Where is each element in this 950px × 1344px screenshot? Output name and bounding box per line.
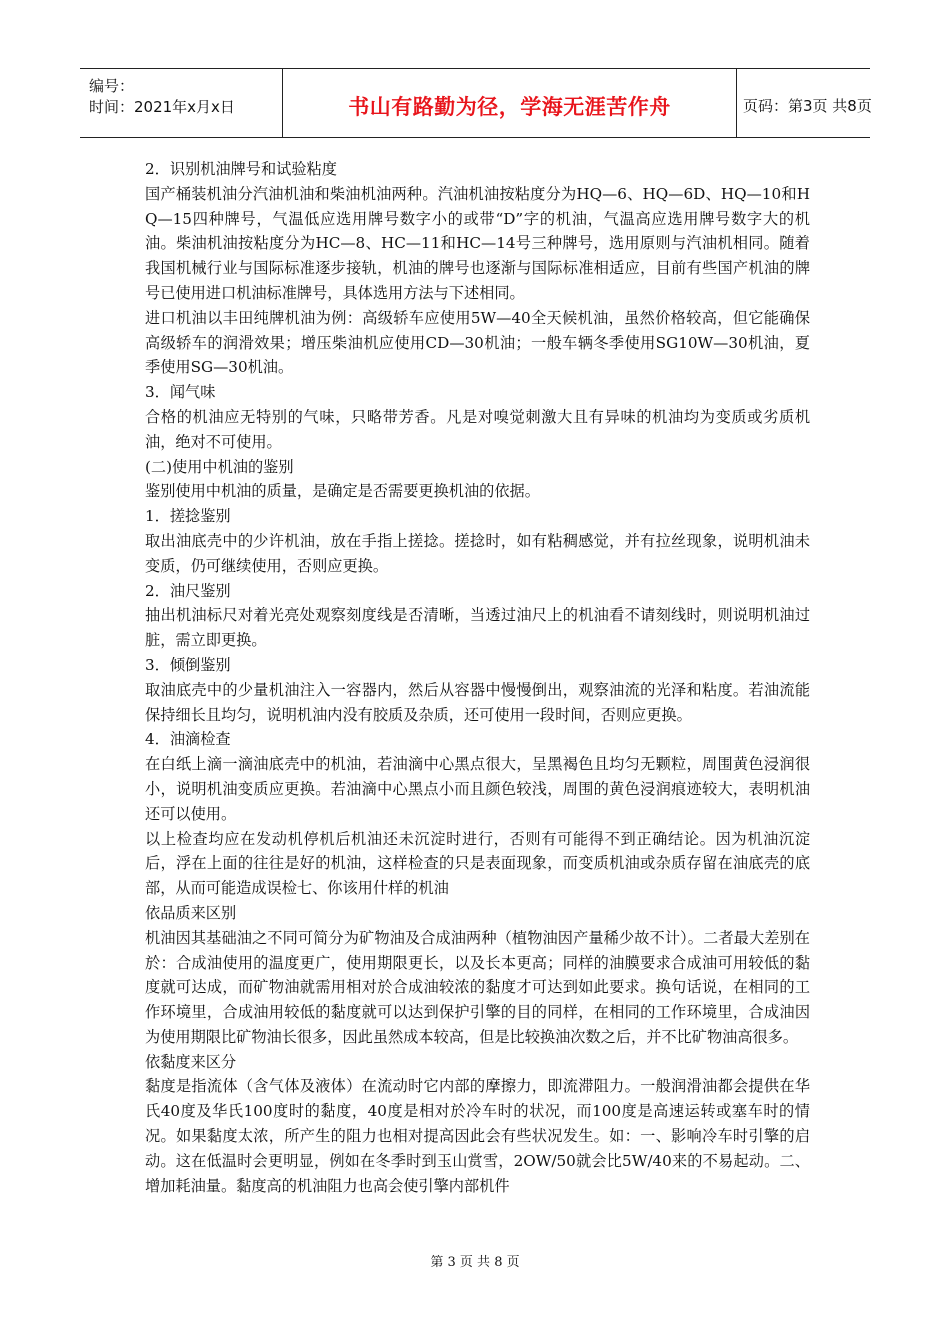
header-right-cell [737, 69, 870, 137]
body-paragraph: 鉴别使用中机油的质量，是确定是否需要更换机油的依据。 [145, 482, 540, 501]
document-body [145, 157, 810, 1198]
page-code-label: 页码：第3页 共8页 [743, 97, 872, 115]
header-left-cell [80, 69, 283, 137]
section-heading: 3．闻气味 [145, 383, 216, 402]
body-paragraph: 取油底壳中的少量机油注入一容器内，然后从容器中慢慢倒出，观察油流的光泽和粘度。若油流能保持细长且均匀，说明机油内没有胶质及杂质，还可使用一段时间，否则应更换。 [145, 680, 810, 724]
section-heading: 3．倾倒鉴别 [145, 655, 231, 674]
section-heading: 2．识别机油牌号和试验粘度 [145, 160, 337, 178]
header-motto: 书山有路勤为径，学海无涯苦作舟 [348, 95, 671, 119]
page-header [80, 68, 870, 138]
body-paragraph: 取出油底壳中的少许机油，放在手指上搓捻。搓捻时，如有粘稠感觉，并有拉丝现象，说明机油未变质，仍可继续使用，否则应更换。 [145, 531, 810, 575]
body-paragraph: 以上检查均应在发动机停机后机油还未沉淀时进行，否则有可能得不到正确结论。因为机油沉淀后，浮在上面的往往是好的机油，这样检查的只是表面现象，而变质机油或杂质存留在油底壳的底部，从而可能造成误检七、你该用什样的机油 [145, 829, 810, 898]
section-heading: 1．搓捻鉴别 [145, 507, 231, 526]
body-paragraph: 合格的机油应无特别的气味，只略带芳香。凡是对嗅觉刺激大且有异味的机油均为变质或劣质机油，绝对不可使用。 [145, 407, 810, 451]
body-paragraph: 机油因其基础油之不同可简分为矿物油及合成油两种（植物油因产量稀少故不计）。二者最大差别在於：合成油使用的温度更广，使用期限更长，以及长本更高；同样的油膜要求合成油可用较低的黏度就可达成，而矿物油就需用相对於合成油较浓的黏度才可达到如此要求。换句话说，在相同的工作环境里，合成油用较低的黏度就可以达到保护引擎的目的同样，在相同的工作环境里，合成油因为使用期限比矿物油长很多，因此虽然成本较高，但是比较换油次数之后，并不比矿物油高很多。 [145, 928, 810, 1046]
document-number-label: 编号： [89, 77, 135, 95]
body-paragraph: 在白纸上滴一滴油底壳中的机油，若油滴中心黑点很大，呈黑褐色且均匀无颗粒，周围黄色浸润很小，说明机油变质应更换。若油滴中心黑点小而且颜色较浅，周围的黄色浸润痕迹较大，表明机油还可以使用。 [145, 755, 810, 823]
document-date-label: 时间：2021年x月x日 [89, 98, 235, 116]
section-heading: 4．油滴检查 [145, 730, 231, 749]
body-paragraph: 抽出机油标尺对着光亮处观察刻度线是否清晰，当透过油尺上的机油看不请刻线时，则说明机油过脏，需立即更换。 [145, 606, 810, 650]
section-heading: 依品质来区别 [145, 903, 237, 922]
body-paragraph: 黏度是指流体（含气体及液体）在流动时它内部的摩擦力，即流滞阻力。一般润滑油都会提供在华氏40度及华氏100度时的黏度，40度是相对於冷车时的状况，而100度是高速运转或塞车时的情况。如果黏度太浓，所产生的阻力也相对提高因此会有些状况发生。如：一、影响冷车时引擎的启动。这在低温时会更明显，例如在冬季时到玉山赏雪，2OW/50就会比5W/40来的不易起动。二、增加耗油量。黏度高的机油阻力也高会使引擎内部机件 [145, 1077, 810, 1195]
body-paragraph: 国产桶装机油分汽油机油和柴油机油两种。汽油机油按粘度分为HQ—6、HQ—6D、HQ—10和HQ—15四种牌号，气温低应选用牌号数字小的或带“D”字的机油，气温高应选用牌号数字大的机油。柴油机油按粘度分为HC—8、HC—11和HC—14号三种牌号，选用原则与汽油机相同。随着我国机械行业与国际标准逐步接轨，机油的牌号也逐渐与国际标准相适应，目前有些国产机油的牌号已使用进口机油标准牌号，具体选用方法与下述相同。 [145, 184, 810, 302]
body-paragraph: 进口机油以丰田纯牌机油为例：高级轿车应使用5W—40全天候机油，虽然价格较高，但它能确保高级轿车的润滑效果；增压柴油机应使用CD—30机油；一般车辆冬季使用SG10W—30机油，夏季使用SG—30机油。 [145, 308, 810, 377]
header-middle-cell [283, 69, 737, 137]
page-footer: 第 3 页 共 8 页 [430, 1255, 520, 1270]
section-heading: (二)使用中机油的鉴别 [145, 457, 294, 476]
section-heading: 依黏度来区分 [145, 1052, 237, 1071]
section-heading: 2．油尺鉴别 [145, 581, 231, 600]
